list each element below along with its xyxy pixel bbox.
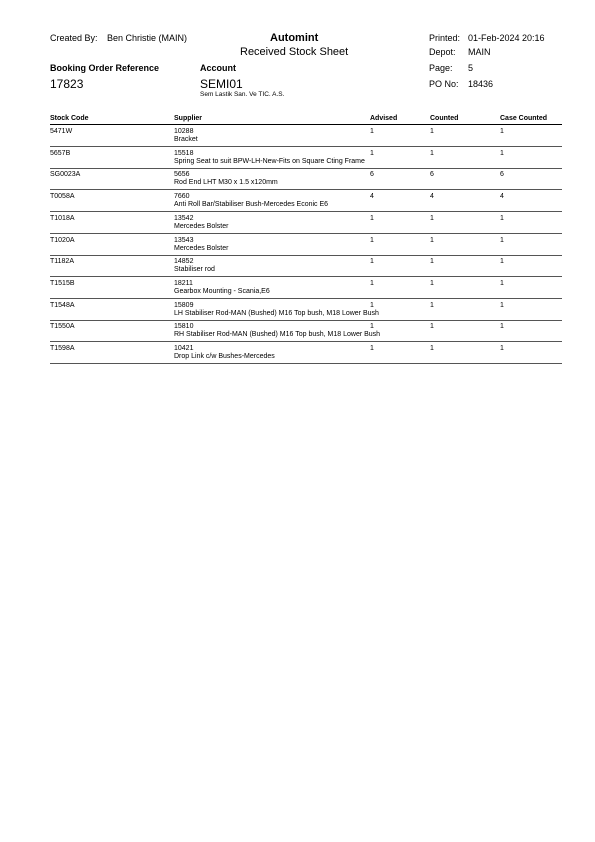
- company-name: Automint: [270, 32, 319, 44]
- counted-qty: 1: [430, 279, 434, 287]
- col-header-stock-code: Stock Code: [50, 115, 89, 122]
- stock-code: 5657B: [50, 149, 71, 157]
- advised-qty: 1: [370, 301, 374, 309]
- advised-qty: 1: [370, 128, 374, 135]
- stock-code: T1550A: [50, 323, 75, 331]
- row-divider: [50, 168, 562, 169]
- stock-code: T1020A: [50, 236, 75, 244]
- case-counted-qty: 1: [500, 214, 504, 222]
- supplier-code: 13543: [174, 236, 194, 244]
- row-divider: [50, 298, 562, 299]
- item-description: Mercedes Bolster: [174, 244, 229, 252]
- case-counted-qty: 1: [500, 258, 504, 266]
- case-counted-qty: 1: [500, 236, 504, 244]
- header-divider: [50, 124, 562, 125]
- stock-code: T0058A: [50, 193, 75, 201]
- stock-code: 5471W: [50, 128, 73, 135]
- counted-qty: 6: [430, 171, 434, 179]
- item-description: Anti Roll Bar/Stabiliser Bush-Mercedes Econic E6: [174, 201, 329, 209]
- stock-code: T1598A: [50, 345, 75, 352]
- booking-ref-value: 17823: [50, 77, 84, 91]
- stock-code: T1548A: [50, 301, 75, 309]
- po-value: 18436: [468, 79, 494, 89]
- col-header-counted: Counted: [430, 115, 459, 122]
- depot-value: MAIN: [468, 47, 491, 57]
- item-description: RH Stabiliser Rod-MAN (Bushed) M16 Top bush, M18 Lower Bush: [174, 331, 381, 339]
- counted-qty: 1: [430, 149, 434, 157]
- case-counted-qty: 1: [500, 301, 504, 309]
- advised-qty: 1: [370, 149, 374, 157]
- supplier-code: 15809: [174, 301, 194, 309]
- row-divider: [50, 146, 562, 147]
- stock-code: T1018A: [50, 214, 75, 222]
- row-divider: [50, 320, 562, 321]
- counted-qty: 1: [430, 258, 434, 266]
- case-counted-qty: 1: [500, 128, 504, 135]
- printed-label: Printed:: [429, 33, 461, 43]
- col-header-advised: Advised: [370, 115, 398, 122]
- item-description: Bracket: [174, 136, 198, 143]
- created-by-label: Created By:: [50, 33, 98, 43]
- advised-qty: 4: [370, 193, 374, 201]
- row-divider: [50, 363, 562, 364]
- stock-code: T1515B: [50, 279, 75, 287]
- item-description: Stabiliser rod: [174, 266, 215, 274]
- supplier-code: 18211: [174, 279, 193, 287]
- counted-qty: 4: [430, 193, 434, 201]
- item-description: Spring Seat to suit BPW-LH-New-Fits on Square Cting Frame: [174, 157, 365, 165]
- advised-qty: 1: [370, 258, 374, 266]
- item-description: Gearbox Mounting - Scania,E6: [174, 287, 270, 295]
- supplier-code: 13542: [174, 214, 194, 222]
- supplier-code: 10421: [174, 345, 194, 352]
- account-label: Account: [200, 63, 236, 73]
- stock-code: T1182A: [50, 258, 74, 266]
- account-code: SEMI01: [200, 77, 243, 91]
- depot-label: Depot:: [429, 47, 456, 57]
- advised-qty: 1: [370, 279, 374, 287]
- case-counted-qty: 4: [500, 193, 504, 201]
- supplier-code: 14852: [174, 258, 194, 266]
- counted-qty: 1: [430, 301, 434, 309]
- account-name: Sem Lastik San. Ve TIC. A.S.: [200, 91, 285, 98]
- col-header-supplier: Supplier: [174, 115, 203, 122]
- case-counted-qty: 1: [500, 149, 504, 157]
- supplier-code: 7660: [174, 193, 190, 201]
- row-divider: [50, 211, 562, 212]
- case-counted-qty: 1: [500, 323, 504, 331]
- page-label: Page:: [429, 63, 453, 73]
- supplier-code: 5656: [174, 171, 190, 179]
- row-divider: [50, 276, 562, 277]
- booking-ref-label: Booking Order Reference: [50, 63, 160, 73]
- row-divider: [50, 233, 562, 234]
- row-divider: [50, 255, 562, 256]
- case-counted-qty: 6: [500, 171, 504, 179]
- supplier-code: 10288: [174, 128, 194, 135]
- case-counted-qty: 1: [500, 345, 504, 352]
- counted-qty: 1: [430, 345, 434, 352]
- advised-qty: 1: [370, 214, 374, 222]
- report-title: Received Stock Sheet: [240, 46, 349, 58]
- counted-qty: 1: [430, 323, 434, 331]
- item-description: Rod End LHT M30 x 1.5 x120mm: [174, 179, 278, 187]
- advised-qty: 1: [370, 345, 374, 352]
- row-divider: [50, 189, 562, 190]
- printed-value: 01-Feb-2024 20:16: [468, 33, 545, 43]
- item-description: LH Stabiliser Rod-MAN (Bushed) M16 Top bush, M18 Lower Bush: [174, 309, 379, 317]
- item-description: Drop Link c/w Bushes-Mercedes: [174, 353, 275, 360]
- advised-qty: 1: [370, 323, 374, 331]
- page-number: 5: [468, 63, 474, 73]
- row-divider: [50, 341, 562, 342]
- supplier-code: 15810: [174, 323, 194, 331]
- counted-qty: 1: [430, 236, 434, 244]
- col-header-case-counted: Case Counted: [500, 115, 548, 122]
- advised-qty: 6: [370, 171, 374, 179]
- advised-qty: 1: [370, 236, 374, 244]
- created-by-value: Ben Christie (MAIN): [107, 33, 188, 43]
- item-description: Mercedes Bolster: [174, 222, 229, 230]
- po-label: PO No:: [429, 79, 459, 89]
- stock-code: SG0023A: [50, 171, 81, 179]
- case-counted-qty: 1: [500, 279, 504, 287]
- counted-qty: 1: [430, 214, 434, 222]
- supplier-code: 15518: [174, 149, 194, 157]
- counted-qty: 1: [430, 128, 434, 135]
